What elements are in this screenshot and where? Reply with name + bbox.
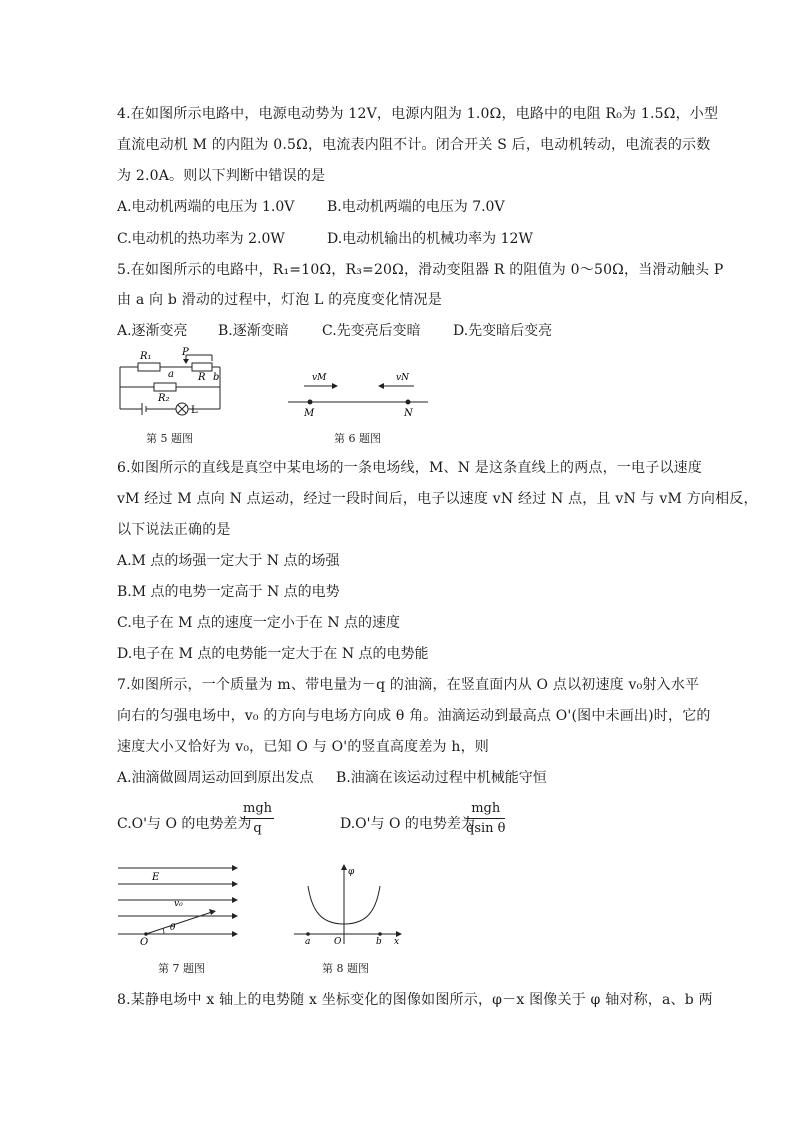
q8-stem-line1: 8.某静电场中 x 轴上的电势随 x 坐标变化的图像如图所示，φ－x 图像关于 φ 轴对称，a、b 两: [117, 992, 713, 1008]
rheostat-r: [192, 363, 212, 371]
fig5-label-r2: R₂: [158, 393, 170, 404]
fig7-label-o: O: [140, 937, 149, 947]
q7-option-c-fraction: [241, 801, 274, 836]
q7-option-b: B.油滴在该运动过程中机械能守恒: [336, 770, 547, 786]
fig5-circuit-diagram: [112, 347, 232, 417]
q6-stem-line3: 以下说法正确的是: [117, 522, 231, 538]
q7-stem-line3: 速度大小又恰好为 v₀，已知 O 与 O'的竖直高度差为 h，则: [117, 739, 489, 755]
q4-option-d: D.电动机输出的机械功率为 12W: [327, 231, 533, 247]
fig6-label-vm: vM: [312, 373, 327, 383]
q5-option-c: C.先变亮后变暗: [322, 323, 421, 339]
fig5-label-b: b: [213, 372, 220, 383]
q5-stem-line2: 由 a 向 b 滑动的过程中，灯泡 L 的亮度变化情况是: [117, 292, 442, 308]
fig6-caption: 第 6 题图: [334, 432, 381, 445]
q6-option-b: B.M 点的电势一定高于 N 点的电势: [117, 584, 340, 600]
q7-option-a: A.油滴做圆周运动回到原出发点: [117, 770, 314, 786]
fig8-label-a: a: [305, 937, 311, 947]
fig8-label-o: O: [334, 937, 342, 947]
point-a: [306, 932, 310, 936]
q7-option-c-prefix: C.O'与 O 的电势差为: [117, 816, 252, 832]
fig7-label-theta: θ: [170, 923, 176, 933]
fig5-label-l: L: [191, 405, 198, 416]
point-m: [308, 400, 313, 405]
fig8-caption: 第 8 题图: [322, 962, 369, 975]
fig5-label-p: P: [182, 347, 189, 358]
q4-stem-line3: 为 2.0A。则以下判断中错误的是: [117, 168, 326, 184]
fig6-label-n: N: [404, 408, 413, 418]
q7-option-d-numerator: mgh: [471, 801, 501, 816]
q5-option-d: D.先变暗后变亮: [453, 323, 553, 339]
q5-option-a: A.逐渐变亮: [117, 323, 188, 339]
q6-option-a: A.M 点的场强一定大于 N 点的场强: [117, 553, 340, 569]
fig7-label-e: E: [152, 872, 160, 883]
fig8-label-x: x: [394, 937, 400, 947]
fig5-label-r1: R₁: [140, 351, 152, 362]
q4-option-a: A.电动机两端的电压为 1.0V: [117, 199, 295, 215]
fig7-caption: 第 7 题图: [158, 962, 205, 975]
fig5-caption: 第 5 题图: [146, 432, 193, 445]
q4-stem-line2: 直流电动机 M 的内阻为 0.5Ω，电流表内阻不计。闭合开关 S 后，电动机转动，电流表的示数: [117, 137, 711, 153]
fig6-label-m: M: [304, 408, 315, 418]
fig5-label-r: R: [198, 372, 206, 383]
q6-stem-line2: vM 经过 M 点向 N 点运动，经过一段时间后，电子以速度 vN 经过 N 点，且 vN 与 vM 方向相反，: [117, 491, 758, 507]
q7-option-c-numerator: mgh: [243, 801, 273, 816]
resistor-r2: [154, 383, 176, 391]
fig7-label-v0: v₀: [174, 899, 183, 909]
fig8-label-b: b: [376, 937, 382, 947]
q7-option-d-prefix: D.O'与 O 的电势差为: [340, 816, 475, 832]
q5-option-b: B.逐渐变暗: [218, 323, 289, 339]
fig5-label-a: a: [168, 369, 174, 380]
q5-stem-line1: 5.在如图所示的电路中，R₁=10Ω，R₃=20Ω，滑动变阻器 R 的阻值为 0～50Ω，当滑动触头 P: [117, 262, 724, 278]
v0-arrow: [146, 912, 212, 934]
fig6-field-line-diagram: [286, 366, 431, 418]
q7-stem-line1: 7.如图所示，一个质量为 m、带电量为－q 的油滴，在竖直面内从 O 点以初速度 v₀射入水平: [117, 677, 700, 693]
q4-option-b: B.电动机两端的电压为 7.0V: [327, 199, 505, 215]
q7-option-c-denominator: q: [253, 821, 262, 836]
q6-option-c: C.电子在 M 点的速度一定小于在 N 点的速度: [117, 615, 401, 631]
fig8-label-phi: φ: [348, 867, 355, 877]
q6-stem-line1: 6.如图所示的直线是真空中某电场的一条电场线，M、N 是这条直线上的两点，一电子以速度: [117, 460, 702, 476]
fig8-potential-graph: [292, 862, 404, 947]
q6-option-d: D.电子在 M 点的电势能一定大于在 N 点的电势能: [117, 646, 429, 662]
resistor-r1: [138, 363, 160, 371]
q7-option-d-denominator: qsin θ: [466, 821, 506, 836]
q7-stem-line2: 向右的匀强电场中，v₀ 的方向与电场方向成 θ 角。油滴运动到最高点 O'(图中未画出)时，它的: [117, 708, 711, 724]
fig7-uniform-field-diagram: [116, 862, 241, 947]
fig6-label-vn: vN: [396, 373, 409, 383]
point-b: [378, 932, 382, 936]
point-n: [406, 400, 411, 405]
q7-option-d-fraction: [466, 801, 505, 836]
q4-option-c: C.电动机的热功率为 2.0W: [117, 231, 285, 247]
q4-stem-line1: 4.在如图所示电路中，电源电动势为 12V，电源内阻为 1.0Ω，电路中的电阻 R₀为 1.5Ω，小型: [117, 106, 719, 122]
